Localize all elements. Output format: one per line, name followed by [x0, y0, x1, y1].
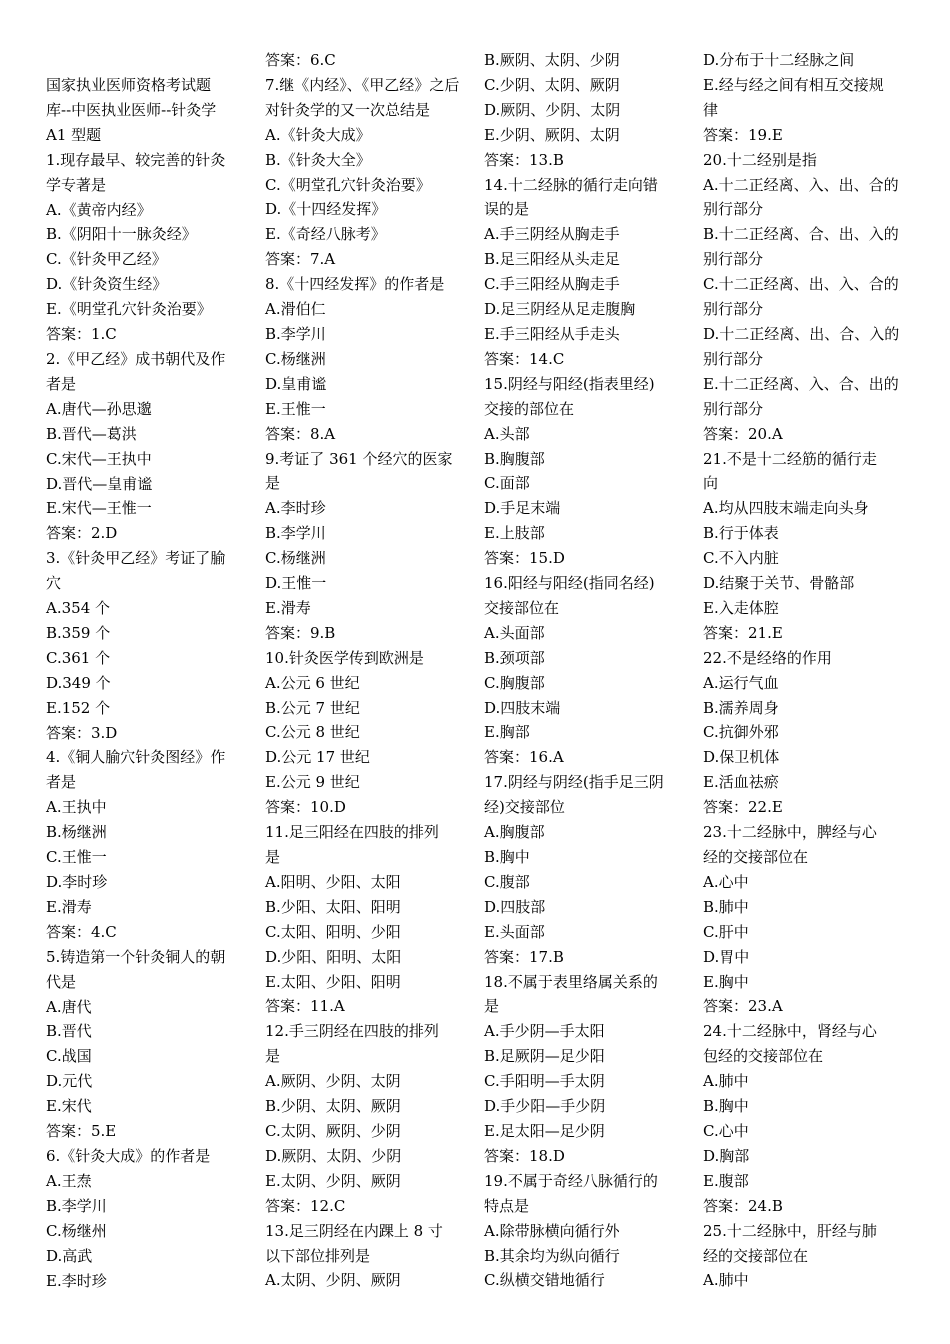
option-line: D.四肢末端 — [484, 698, 561, 717]
answer-line: 答案：20.A — [703, 424, 783, 443]
option-line: E.太阳、少阳、阳明 — [265, 972, 401, 991]
option-line: E.胸部 — [484, 723, 530, 742]
option-line: D.《十四经发挥》 — [265, 200, 387, 219]
text-line: 库--中医执业医师--针灸学 — [46, 100, 217, 119]
question-line: 17.阴经与阴经(指手足三阴 — [484, 773, 664, 792]
option-line: B.肺中 — [703, 897, 749, 916]
option-line: A.胸腹部 — [484, 823, 545, 842]
question-line: 21.不是十二经筋的循行走 — [703, 449, 877, 468]
answer-line: 答案：12.C — [265, 1196, 346, 1215]
option-line: E.152 个 — [46, 698, 111, 717]
option-line: A.心中 — [703, 872, 749, 891]
option-line: B.李学川 — [265, 324, 326, 343]
option-line: C.《明堂孔穴针灸治要》 — [265, 175, 431, 194]
question-line: 2.《甲乙经》成书朝代及作 — [46, 349, 226, 368]
option-line: A.王焘 — [46, 1171, 92, 1190]
option-line: B.厥阴、太阴、少阴 — [484, 51, 620, 69]
option-line: C.抗御外邪 — [703, 723, 779, 742]
option-line: E.太阴、少阴、厥阴 — [265, 1171, 401, 1190]
text-line: A1 型题 — [46, 125, 102, 144]
answer-line: 答案：17.B — [484, 947, 564, 966]
question-line: 3.《针灸甲乙经》考证了腧 — [46, 549, 226, 568]
option-line: D.胃中 — [703, 947, 750, 966]
option-line: D.《针灸资生经》 — [46, 275, 168, 294]
option-line: B.《阴阳十一脉灸经》 — [46, 225, 197, 244]
answer-line: 答案：21.E — [703, 623, 783, 642]
option-line: E.滑寿 — [265, 598, 311, 617]
option-line: B.杨继洲 — [46, 823, 107, 842]
option-line: A.手少阴—手太阳 — [484, 1022, 605, 1041]
option-line: B.晋代—葛洪 — [46, 424, 137, 443]
answer-line: 答案：13.B — [484, 150, 564, 169]
question-line: 8.《十四经发挥》的作者是 — [265, 275, 445, 294]
option-line: D.手少阳—手少阴 — [484, 1097, 606, 1116]
option-line: C.《针灸甲乙经》 — [46, 250, 167, 269]
option-line: C.太阳、阳明、少阳 — [265, 922, 401, 941]
option-line: C.公元 8 世纪 — [265, 723, 360, 742]
option-line: B.其余均为纵向循行 — [484, 1246, 620, 1265]
answer-line: 答案：10.D — [265, 798, 346, 817]
option-line: D.王惟一 — [265, 574, 327, 593]
option-line: A.头面部 — [484, 623, 545, 642]
option-line: C.王惟一 — [46, 848, 107, 867]
option-line: E.李时珍 — [46, 1271, 107, 1290]
option-line: D.足三阴经从足走腹胸 — [484, 300, 636, 319]
text-column-1 — [46, 73, 256, 1293]
question-line: 15.阴经与阳经(指表里经) — [484, 374, 655, 393]
question-line: 7.继《内经》、《甲乙经》之后 — [265, 75, 460, 94]
option-line: D.李时珍 — [46, 873, 108, 891]
option-line: E.少阴、厥阴、太阴 — [484, 125, 620, 144]
option-line: E.宋代—王惟一 — [46, 499, 152, 518]
option-line: A.唐代—孙思邈 — [46, 399, 152, 418]
option-line: E.胸中 — [703, 972, 749, 991]
option-line: A.厥阴、少阴、太阴 — [265, 1072, 401, 1091]
option-line: E.《奇经八脉考》 — [265, 225, 386, 244]
text-line: 是 — [265, 1047, 281, 1066]
answer-line: 答案：4.C — [46, 922, 117, 941]
option-line: A.十二正经离、入、出、合的 — [703, 175, 899, 194]
text-line: 别行部分 — [703, 200, 764, 219]
option-line: C.361 个 — [46, 648, 111, 667]
answer-line: 答案：15.D — [484, 549, 565, 568]
text-line: 律 — [703, 100, 719, 119]
answer-line: 答案：7.A — [265, 250, 336, 269]
option-line: B.胸腹部 — [484, 449, 545, 468]
option-line: C.面部 — [484, 474, 530, 493]
question-line: 23.十二经脉中，脾经与心 — [703, 823, 877, 842]
answer-line: 答案：23.A — [703, 997, 783, 1016]
option-line: A.手三阴经从胸走手 — [484, 225, 620, 244]
question-line: 18.不属于表里络属关系的 — [484, 972, 658, 991]
option-line: E.滑寿 — [46, 897, 92, 916]
option-line: D.少阳、阳明、太阳 — [265, 947, 402, 966]
text-line: 者是 — [46, 773, 77, 792]
question-line: 11.足三阳经在四肢的排列 — [265, 823, 439, 842]
option-line: C.手阳明—手太阴 — [484, 1072, 605, 1091]
answer-line: 答案：11.A — [265, 997, 345, 1016]
answer-line: 答案：5.E — [46, 1122, 117, 1141]
question-line: 25.十二经脉中，肝经与肺 — [703, 1221, 877, 1240]
option-line: C.宋代—王执中 — [46, 449, 152, 468]
option-line: E.头面部 — [484, 922, 545, 941]
answer-line: 答案：9.B — [265, 623, 336, 642]
answer-line: 答案：24.B — [703, 1196, 783, 1215]
question-line: 1.现存最早、较完善的针灸 — [46, 150, 226, 169]
option-line: D.349 个 — [46, 673, 111, 692]
option-line: B.濡养周身 — [703, 698, 779, 717]
text-line: 穴 — [46, 574, 62, 593]
option-line: A.《黄帝内经》 — [46, 200, 152, 219]
option-line: C.杨继洲 — [265, 349, 326, 368]
option-line: B.李学川 — [46, 1196, 107, 1215]
question-line: 24.十二经脉中，肾经与心 — [703, 1022, 877, 1041]
text-line: 是 — [484, 997, 500, 1016]
option-line: D.厥阴、太阴、少阴 — [265, 1146, 402, 1165]
option-line: B.《针灸大全》 — [265, 150, 371, 169]
text-column-2 — [265, 48, 475, 1293]
option-line: C.腹部 — [484, 872, 530, 891]
option-line: C.心中 — [703, 1121, 749, 1140]
option-line: E.经与经之间有相互交接规 — [703, 75, 884, 94]
option-line: E.腹部 — [703, 1171, 749, 1190]
option-line: C.十二正经离、出、入、合的 — [703, 275, 899, 294]
text-line: 是 — [265, 848, 281, 866]
option-line: D.胸部 — [703, 1146, 750, 1165]
answer-line: 答案：14.C — [484, 349, 565, 368]
option-line: B.足厥阴—足少阳 — [484, 1047, 605, 1066]
option-line: D.十二正经离、出、合、入的 — [703, 324, 900, 343]
option-line: A.王执中 — [46, 798, 107, 817]
question-line: 22.不是经络的作用 — [703, 648, 832, 667]
text-line: 交接的部位在 — [484, 399, 575, 418]
option-line: B.少阳、太阳、阳明 — [265, 897, 401, 916]
option-line: C.手三阳经从胸走手 — [484, 275, 620, 294]
option-line: B.足三阳经从头走足 — [484, 250, 620, 269]
answer-line: 答案：19.E — [703, 125, 783, 144]
option-line: A.肺中 — [703, 1271, 749, 1290]
option-line: B.少阴、太阴、厥阴 — [265, 1097, 401, 1116]
question-line: 13.足三阴经在内踝上 8 寸 — [265, 1221, 443, 1240]
option-line: E.《明堂孔穴针灸治要》 — [46, 300, 212, 319]
option-line: A.太阴、少阴、厥阴 — [265, 1271, 401, 1290]
answer-line: 答案：2.D — [46, 524, 118, 543]
option-line: D.皇甫谧 — [265, 374, 327, 393]
text-line: 学专著是 — [46, 175, 107, 194]
option-line: C.胸腹部 — [484, 673, 545, 692]
option-line: A.唐代 — [46, 997, 92, 1016]
text-line: 者是 — [46, 374, 77, 393]
option-line: B.359 个 — [46, 623, 111, 642]
text-line: 特点是 — [484, 1196, 530, 1215]
question-line: 9.考证了 361 个经穴的医家 — [265, 449, 453, 468]
question-line: 20.十二经别是指 — [703, 150, 817, 169]
answer-line: 答案：16.A — [484, 748, 564, 767]
option-line: D.保卫机体 — [703, 748, 780, 767]
text-line: 别行部分 — [703, 349, 764, 368]
answer-line: 答案：6.C — [265, 51, 336, 69]
option-line: B.晋代 — [46, 1022, 92, 1041]
option-line: C.杨继州 — [46, 1221, 107, 1240]
option-line: E.公元 9 世纪 — [265, 773, 360, 792]
option-line: A.肺中 — [703, 1072, 749, 1091]
question-line: 4.《铜人腧穴针灸图经》作 — [46, 748, 226, 767]
text-column-3 — [484, 48, 694, 1293]
text-column-4 — [703, 48, 913, 1293]
option-line: B.李学川 — [265, 524, 326, 543]
question-line: 12.手三阴经在四肢的排列 — [265, 1022, 439, 1041]
option-line: A.阳明、少阳、太阳 — [265, 872, 401, 891]
option-line: A.李时珍 — [265, 499, 326, 518]
question-line: 14.十二经脉的循行走向错 — [484, 175, 658, 194]
option-line: B.胸中 — [484, 848, 530, 866]
text-line: 对针灸学的又一次总结是 — [265, 100, 431, 119]
option-line: D.高武 — [46, 1246, 93, 1265]
text-line: 经的交接部位在 — [703, 1246, 809, 1265]
option-line: D.四肢部 — [484, 897, 546, 916]
option-line: A.滑伯仁 — [265, 300, 326, 319]
answer-line: 答案：22.E — [703, 798, 783, 817]
question-line: 6.《针灸大成》的作者是 — [46, 1146, 211, 1165]
option-line: A.头部 — [484, 424, 530, 443]
option-line: E.王惟一 — [265, 399, 326, 418]
option-line: B.公元 7 世纪 — [265, 698, 360, 717]
option-line: D.公元 17 世纪 — [265, 748, 370, 767]
text-line: 是 — [265, 474, 281, 493]
option-line: E.上肢部 — [484, 524, 545, 543]
answer-line: 答案：1.C — [46, 325, 117, 344]
option-line: E.宋代 — [46, 1097, 92, 1116]
option-line: E.足太阳—足少阴 — [484, 1121, 605, 1140]
option-line: E.入走体腔 — [703, 598, 779, 617]
text-line: 误的是 — [484, 200, 530, 219]
text-line: 交接部位在 — [484, 598, 560, 617]
text-line: 以下部位排列是 — [265, 1246, 371, 1265]
option-line: E.活血祛瘀 — [703, 773, 779, 792]
text-line: 包经的交接部位在 — [703, 1047, 824, 1066]
option-line: E.十二正经离、入、合、出的 — [703, 374, 899, 393]
option-line: B.行于体表 — [703, 524, 779, 543]
question-line: 5.铸造第一个针灸铜人的朝 — [46, 947, 226, 966]
option-line: D.元代 — [46, 1072, 93, 1091]
text-line: 经的交接部位在 — [703, 848, 809, 866]
option-line: D.手足末端 — [484, 499, 561, 518]
option-line: A.均从四肢末端走向头身 — [703, 499, 869, 518]
text-line: 别行部分 — [703, 250, 764, 269]
option-line: E.手三阳经从手走头 — [484, 324, 620, 343]
question-line: 16.阳经与阳经(指同名经) — [484, 574, 655, 593]
option-line: C.太阴、厥阴、少阴 — [265, 1121, 401, 1140]
option-line: D.分布于十二经脉之间 — [703, 51, 855, 69]
option-line: B.十二正经离、合、出、入的 — [703, 225, 899, 244]
option-line: C.不入内脏 — [703, 549, 779, 568]
option-line: A.354 个 — [46, 599, 110, 618]
option-line: C.杨继洲 — [265, 549, 326, 568]
answer-line: 答案：8.A — [265, 424, 336, 443]
option-line: D.晋代—皇甫谧 — [46, 474, 153, 493]
text-line: 别行部分 — [703, 300, 764, 319]
question-line: 10.针灸医学传到欧洲是 — [265, 648, 424, 667]
text-line: 向 — [703, 474, 719, 493]
option-line: C.肝中 — [703, 922, 749, 941]
option-line: A.除带脉横向循行外 — [484, 1221, 620, 1240]
question-line: 19.不属于奇经八脉循行的 — [484, 1171, 658, 1190]
option-line: C.少阴、太阴、厥阴 — [484, 75, 620, 94]
option-line: A.公元 6 世纪 — [265, 673, 360, 692]
option-line: B.颈项部 — [484, 648, 545, 667]
option-line: D.厥阴、少阴、太阴 — [484, 100, 621, 119]
text-line: 别行部分 — [703, 399, 764, 418]
answer-line: 答案：18.D — [484, 1146, 565, 1165]
text-line: 代是 — [46, 972, 77, 991]
answer-line: 答案：3.D — [46, 723, 118, 742]
option-line: C.纵横交错地循行 — [484, 1271, 605, 1290]
option-line: B.胸中 — [703, 1097, 749, 1116]
text-line: 国家执业医师资格考试题 — [46, 76, 212, 94]
option-line: A.《针灸大成》 — [265, 125, 371, 144]
text-line: 经)交接部位 — [484, 798, 565, 817]
option-line: D.结聚于关节、骨骼部 — [703, 574, 855, 593]
option-line: C.战国 — [46, 1047, 92, 1066]
option-line: A.运行气血 — [703, 673, 779, 692]
